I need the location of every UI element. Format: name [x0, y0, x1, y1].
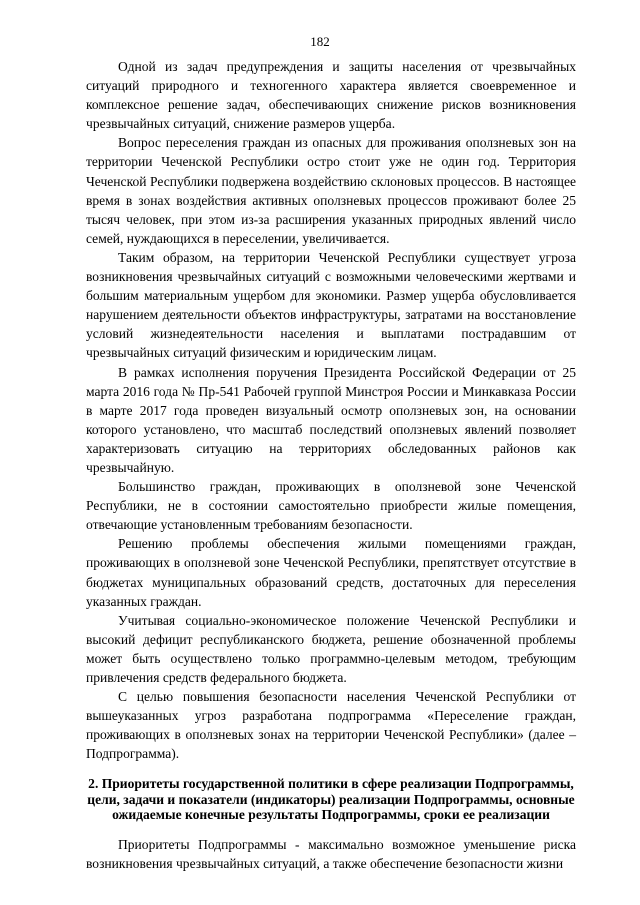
paragraph-subprogram-purpose: С целью повышения безопасности населения Чеченской Республики от вышеуказанных угроз разработана подпрограмма «Переселение граждан, проживающих в оползневых зонах на территории Чеченской Республики» (далее – Подпрограмма).	[86, 689, 576, 762]
paragraph-subprogram-priorities: Приоритеты Подпрограммы - максимально возможное уменьшение риска возникновения чрезвычайных ситуаций, а также обеспечение безопасности жизни	[86, 836, 576, 872]
page-number: 182	[310, 34, 330, 49]
paragraph-presidential-order: В рамках исполнения поручения Президента Российской Федерации от 25 марта 2016 года № Пр-541 Рабочей группой Минстроя России и Минкавказа России в марте 2017 года проведен визуальный осмотр оползневых зон, на основании которого установлено, что масштаб последствий оползневых явлений позволяет характеризовать ситуацию на территориях обследованных районов как чрезвычайную.	[86, 364, 576, 475]
paragraph-threat-description: Таким образом, на территории Чеченской Республики существует угроза возникновения чрезвычайных ситуаций с возможными человеческими жертвами и большим материальным ущербом для экономики. Размер ущерба обусловливается нарушением деятельности объектов инфраструктуры, затратами на восстановление условий жизнедеятельности населения и выплатами пострадавшим от чрезвычайных ситуаций физическим и юридическим лицам.	[86, 249, 576, 361]
paragraph-federal-funding: Учитывая социально-экономическое положение Чеченской Республики и высокий дефицит республиканского бюджета, решение обозначенной проблемы может быть осуществлено только программно-целевым методом, требующим привлечения средств федерального бюджета.	[86, 612, 576, 685]
paragraph-resettlement-issue: Вопрос переселения граждан из опасных для проживания оползневых зон на территории Чеченской Республики остро стоит уже не один год. Территория Чеченской Республики подвержена воздействию склоновых процессов. В настоящее время в зонах воздействия активных оползневых процессов проживают более 25 тысяч человек, при этом из-за расширения указанных природных явлений число семей, нуждающихся в переселении, увеличивается.	[86, 135, 576, 246]
paragraph-citizens-housing: Большинство граждан, проживающих в оползневой зоне Чеченской Республики, не в состоянии самостоятельно приобрести жилые помещения, отвечающие установленным требованиям безопасности.	[86, 479, 576, 533]
section-heading: 2. Приоритеты государственной политики в сфере реализации Подпрограммы, цели, задачи и показатели (индикаторы) реализации Подпрограммы, основные ожидаемые конечные результаты Подпрограммы, сроки ее реализации	[87, 776, 575, 823]
document-body	[86, 57, 576, 873]
paragraph-emergency-prevention: Одной из задач предупреждения и защиты населения от чрезвычайных ситуаций природного и техногенного характера является своевременное и комплексное решение задач, обеспечивающих снижение рисков возникновения чрезвычайных ситуаций, снижение размеров ущерба.	[86, 59, 576, 132]
paragraph-municipal-budgets: Решению проблемы обеспечения жилыми помещениями граждан, проживающих в оползневой зоне Чеченской Республики, препятствует отсутствие в бюджетах муниципальных образований средств, достаточных для переселения указанных граждан.	[86, 536, 576, 609]
